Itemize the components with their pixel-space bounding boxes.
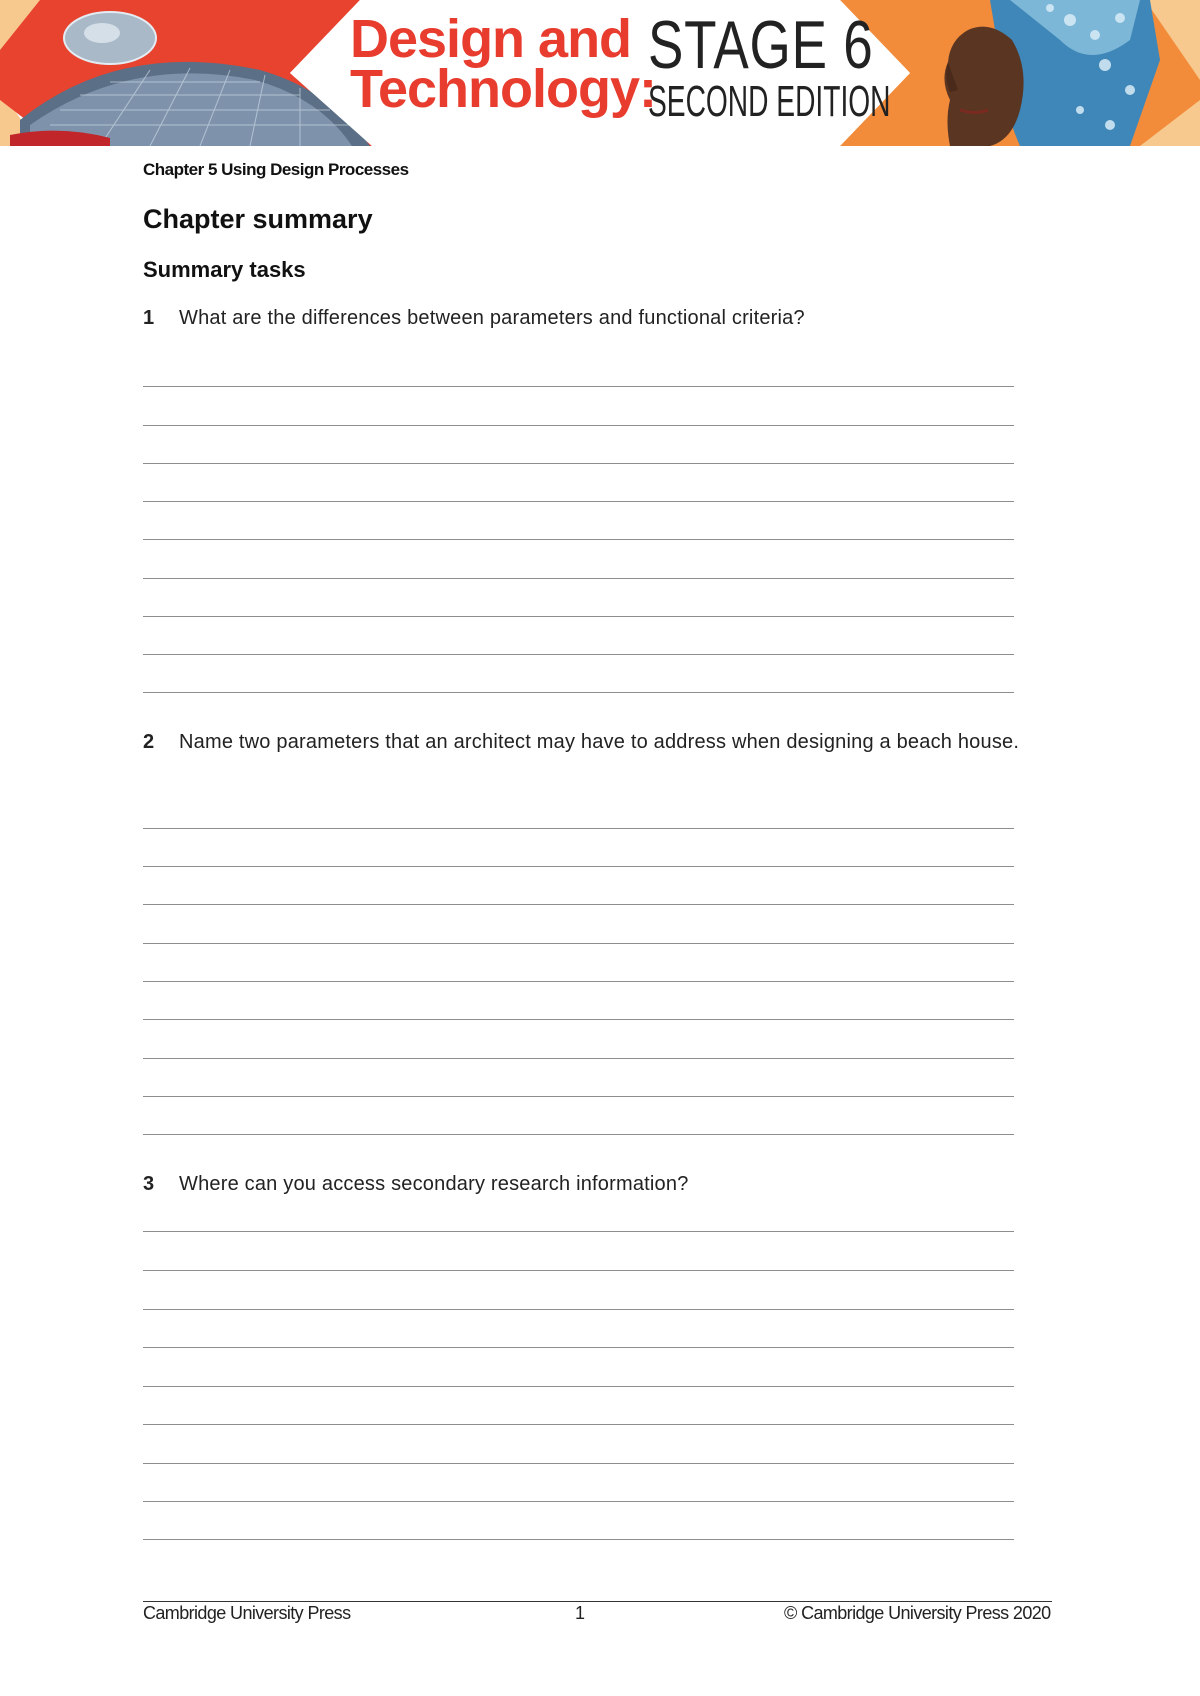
answer-line[interactable] [143,1309,1014,1310]
answer-line[interactable] [143,943,1014,944]
page-title: Chapter summary [143,204,373,234]
question-text: What are the differences between parameters and functional criteria? [179,307,805,329]
footer-copyright: © Cambridge University Press 2020 [784,1603,1051,1623]
question-text: Name two parameters that an architect may have to address when designing a beach house. [179,731,1020,753]
question-text: Where can you access secondary research information? [179,1173,689,1195]
answer-line[interactable] [143,1539,1014,1540]
footer-page-number: 1 [575,1603,585,1623]
answer-line[interactable] [143,386,1014,387]
banner [0,0,1200,146]
answer-line[interactable] [143,866,1014,867]
answer-line[interactable] [143,1463,1014,1464]
question-3 [143,1165,1023,1203]
answer-line[interactable] [143,425,1014,426]
banner-title-line1: Design and [350,9,632,69]
banner-edition-label: SECOND EDITION [648,77,891,126]
question-number: 1 [143,307,155,329]
question-1 [143,299,1023,337]
answer-line[interactable] [143,501,1014,502]
footer-publisher: Cambridge University Press [143,1603,351,1623]
answer-line[interactable] [143,828,1014,829]
question-number: 3 [143,1173,155,1195]
answer-line[interactable] [143,1134,1014,1135]
answer-line[interactable] [143,1019,1014,1020]
answer-line[interactable] [143,539,1014,540]
answer-line[interactable] [143,692,1014,693]
answer-line[interactable] [143,463,1014,464]
answer-line[interactable] [143,1501,1014,1502]
answer-line[interactable] [143,1424,1014,1425]
answer-line[interactable] [143,1231,1014,1232]
chapter-header: Chapter 5 Using Design Processes [143,160,409,179]
answer-line[interactable] [143,981,1014,982]
banner-stage-label: STAGE 6 [648,7,874,83]
banner-title-line2: Technology: [350,59,656,119]
question-number: 2 [143,731,155,753]
answer-line[interactable] [143,1347,1014,1348]
footer-rule [143,1601,1052,1602]
answer-line[interactable] [143,616,1014,617]
answer-line[interactable] [143,654,1014,655]
section-subheading: Summary tasks [143,257,306,282]
banner-stage [648,7,1027,126]
banner-title [350,9,656,119]
answer-line[interactable] [143,1096,1014,1097]
answer-line[interactable] [143,904,1014,905]
answer-line[interactable] [143,578,1014,579]
answer-line[interactable] [143,1058,1014,1059]
question-2 [143,723,1023,761]
answer-line[interactable] [143,1386,1014,1387]
answer-line[interactable] [143,1270,1014,1271]
